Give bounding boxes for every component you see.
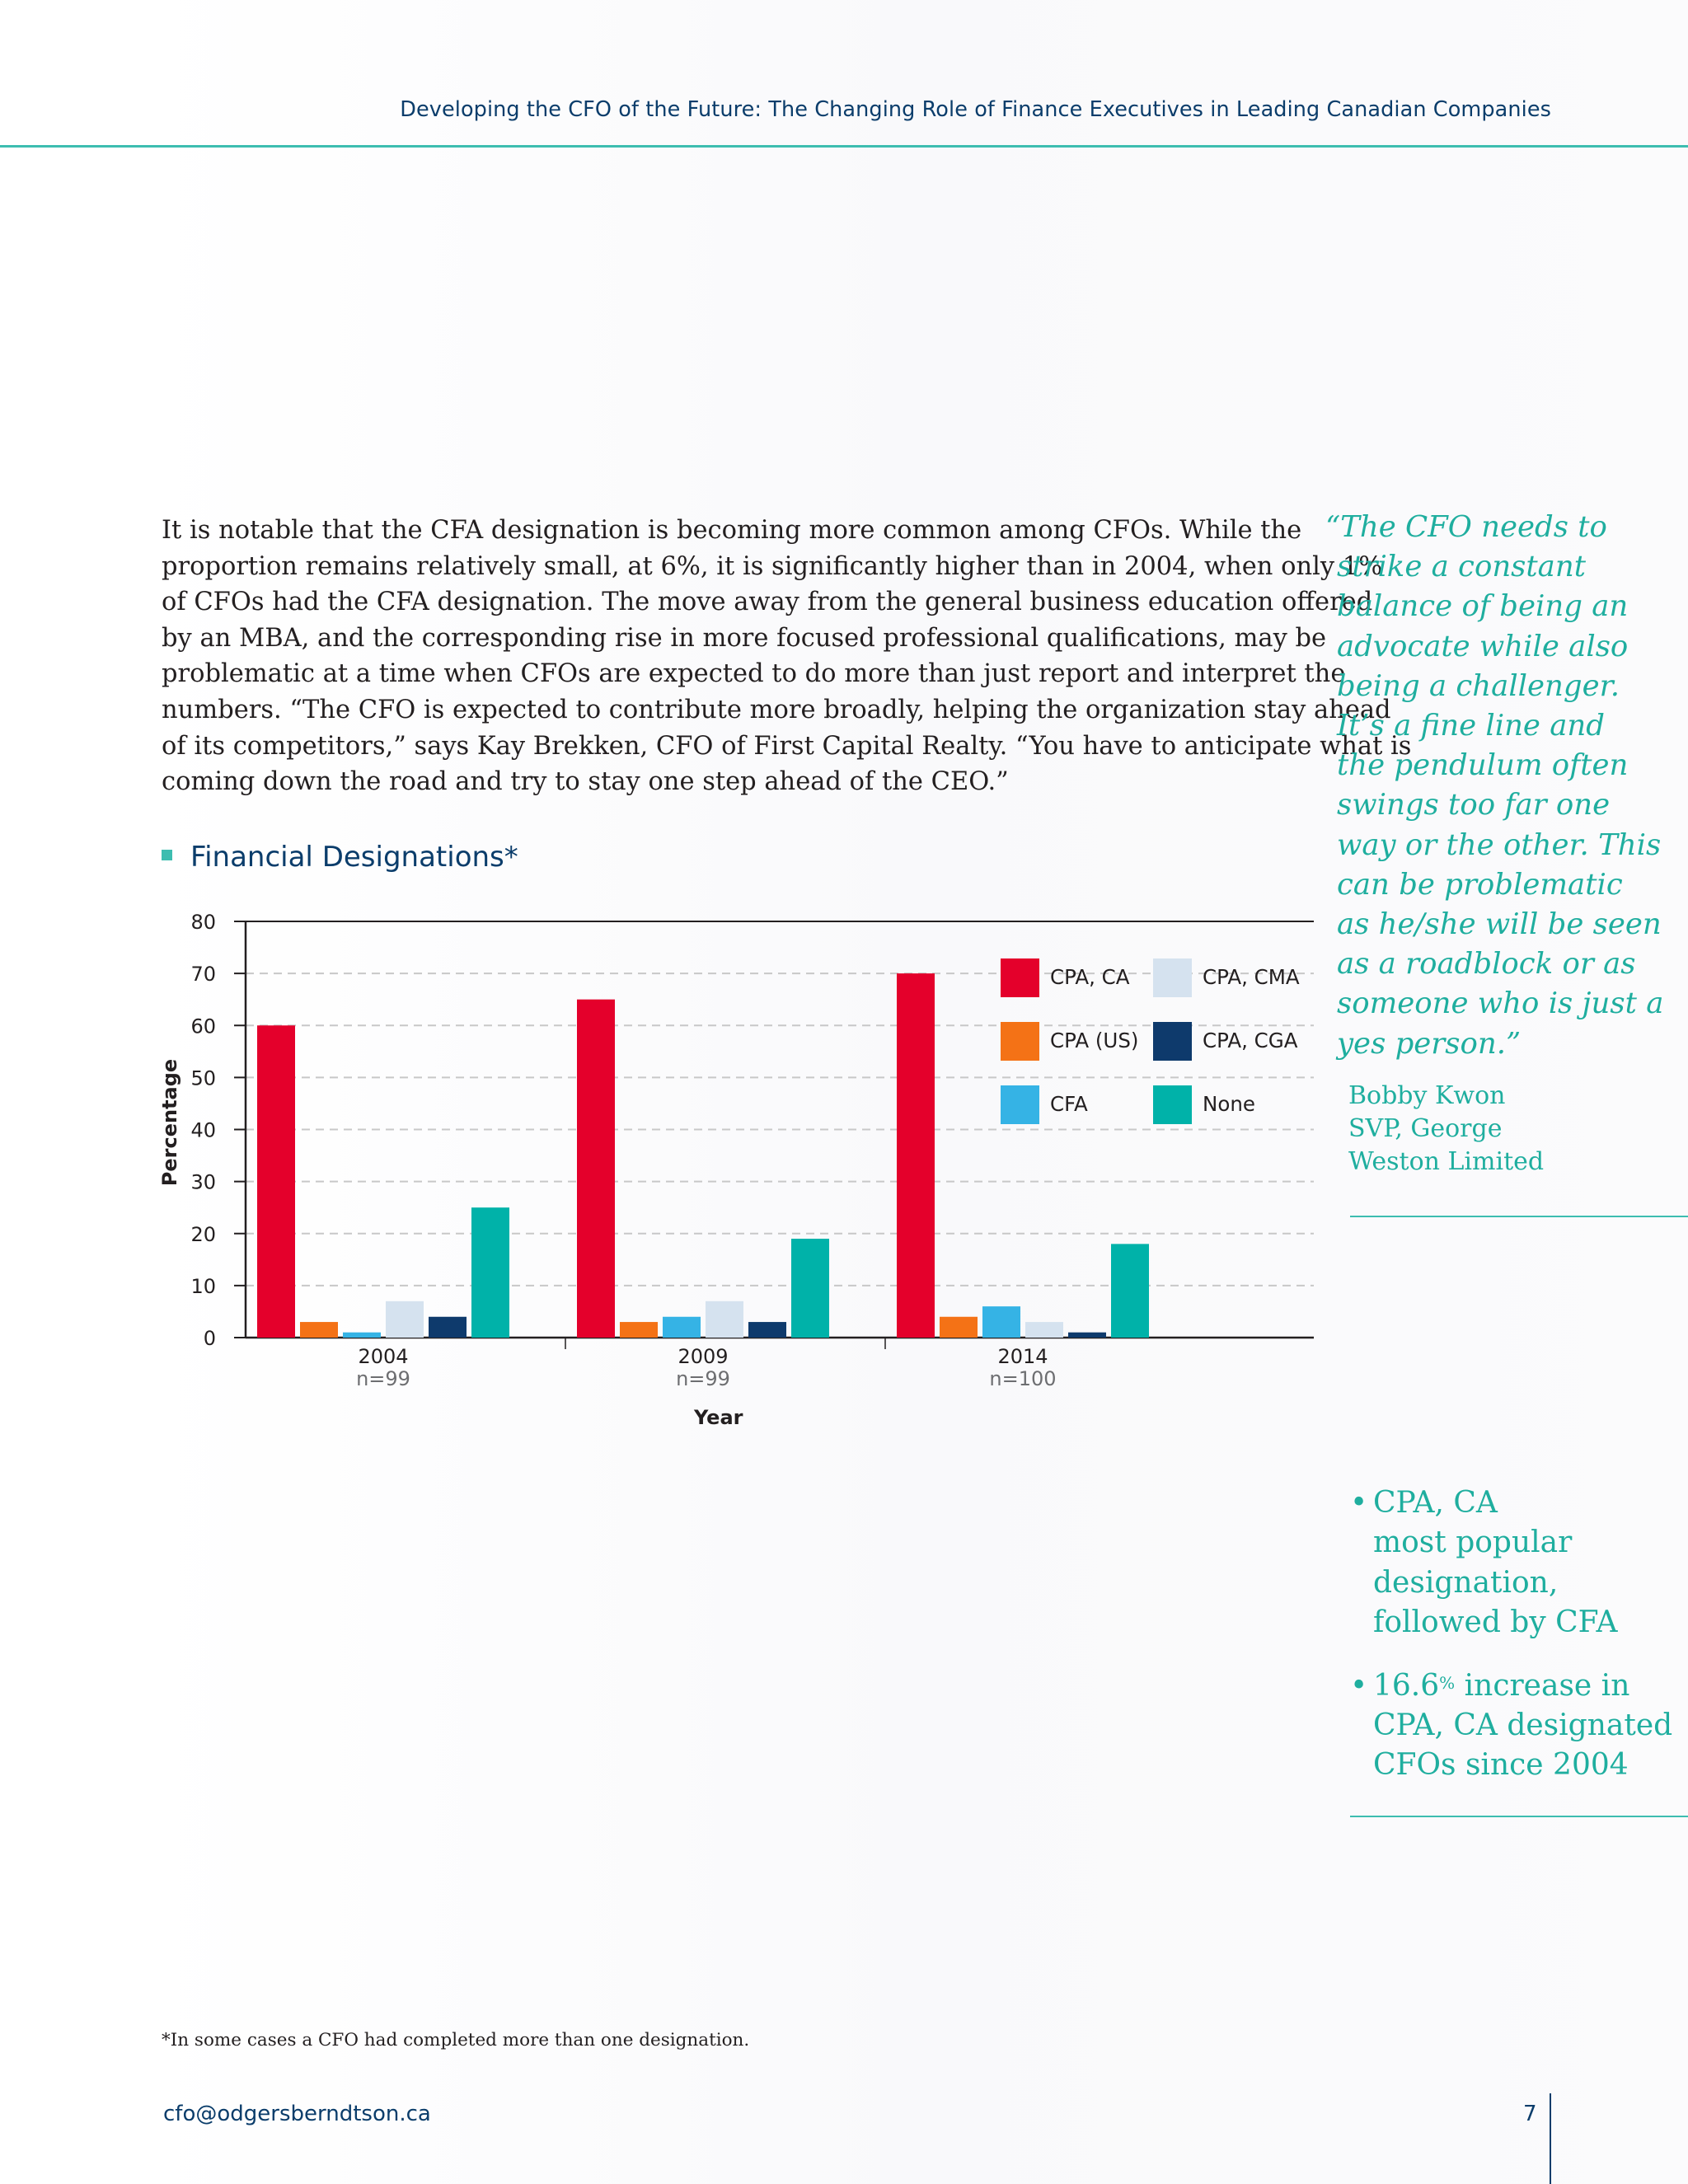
legend-swatch bbox=[1001, 1022, 1039, 1061]
highlight-line: most popular bbox=[1373, 1526, 1573, 1560]
body-line: of its competitors,” says Kay Brekken, CFO of First Capital Realty. “You have to anticipate what is bbox=[162, 731, 1412, 761]
bar-cpa-ca-2014 bbox=[897, 973, 935, 1338]
x-tick-label: 2009 bbox=[678, 1345, 729, 1368]
legend-item bbox=[1001, 958, 1157, 998]
legend-swatch bbox=[1153, 1085, 1192, 1124]
legend-item bbox=[1153, 1022, 1310, 1062]
x-tick-sample-size: n=99 bbox=[356, 1367, 410, 1390]
highlight-stat-unit: % bbox=[1439, 1672, 1456, 1693]
legend-label: CPA, CGA bbox=[1203, 1029, 1298, 1052]
bar-none-2004 bbox=[471, 1207, 509, 1338]
quote-line: yes person.” bbox=[1337, 1026, 1522, 1061]
running-header: Developing the CFO of the Future: The Changing Role of Finance Executives in Leading Canadian Companies bbox=[400, 97, 1551, 122]
legend-label: None bbox=[1203, 1092, 1255, 1116]
legend-swatch bbox=[1153, 1022, 1192, 1061]
bar-none-2014 bbox=[1111, 1244, 1149, 1338]
header-rule bbox=[0, 145, 1688, 148]
legend-item bbox=[1153, 1085, 1310, 1125]
key-highlights bbox=[1350, 1483, 1680, 1809]
y-axis-label: Percentage bbox=[158, 1058, 181, 1187]
y-tick-label: 70 bbox=[190, 963, 216, 987]
body-paragraph bbox=[162, 513, 1412, 800]
bar-cpa-cma-2014 bbox=[1025, 1322, 1063, 1338]
bar-cpa-cga-2009 bbox=[748, 1322, 786, 1338]
body-line: numbers. “The CFO is expected to contribute more broadly, helping the organization stay ahead bbox=[162, 695, 1391, 724]
quote-line: as he/she will be seen bbox=[1337, 907, 1662, 942]
highlight-line bbox=[1373, 1666, 1680, 1706]
body-line: problematic at a time when CFOs are expected to do more than just report and interpret the bbox=[162, 659, 1346, 689]
quote-line: someone who is just a bbox=[1337, 987, 1664, 1021]
chart-title bbox=[162, 841, 518, 874]
highlight-line: CPA, CA bbox=[1373, 1486, 1498, 1520]
body-line: by an MBA, and the corresponding rise in more focused professional qualifications, may be bbox=[162, 623, 1327, 653]
bar-cfa-2009 bbox=[663, 1317, 701, 1338]
quote-line: “The CFO needs to bbox=[1325, 510, 1607, 544]
pull-quote bbox=[1325, 508, 1667, 1064]
highlight-line: designation, bbox=[1373, 1565, 1559, 1600]
legend-item bbox=[1153, 958, 1310, 998]
quote-line: being a challenger. bbox=[1337, 668, 1620, 703]
bar-cpa-us--2014 bbox=[940, 1317, 978, 1338]
highlight-stat: 16.6 bbox=[1373, 1668, 1440, 1703]
legend-label: CPA, CMA bbox=[1203, 965, 1300, 989]
legend-item bbox=[1001, 1085, 1157, 1125]
quote-line: can be problematic bbox=[1337, 867, 1623, 902]
body-line: of CFOs had the CFA designation. The move away from the general business education offered bbox=[162, 588, 1373, 617]
footer-email-link[interactable]: cfo@odgersberndtson.ca bbox=[163, 2102, 431, 2126]
y-tick-label: 10 bbox=[190, 1274, 216, 1298]
highlight-line: followed by CFA bbox=[1373, 1605, 1618, 1640]
chart-title-text: Financial Designations* bbox=[190, 841, 518, 874]
bar-none-2009 bbox=[791, 1239, 829, 1338]
x-tick-label: 2004 bbox=[358, 1345, 409, 1368]
bar-cpa-cga-2014 bbox=[1068, 1333, 1106, 1338]
highlight-text: increase in bbox=[1455, 1668, 1630, 1703]
quote-line: advocate while also bbox=[1337, 629, 1629, 663]
quote-line: swings too far one bbox=[1337, 788, 1611, 823]
y-tick-label: 50 bbox=[190, 1066, 216, 1090]
quote-line: It’s a fine line and bbox=[1337, 709, 1605, 743]
x-tick-label: 2014 bbox=[997, 1345, 1048, 1368]
y-axis-label-wrap bbox=[155, 1058, 185, 1187]
y-tick-label: 40 bbox=[190, 1118, 216, 1142]
body-line: It is notable that the CFA designation is becoming more common among CFOs. While the bbox=[162, 516, 1302, 545]
square-bullet-icon bbox=[162, 850, 172, 860]
legend-swatch bbox=[1153, 958, 1192, 997]
x-tick-sample-size: n=100 bbox=[989, 1367, 1057, 1390]
footer-divider bbox=[1550, 2093, 1551, 2184]
quote-attribution bbox=[1348, 1080, 1645, 1179]
bullet-icon: • bbox=[1350, 1486, 1368, 1520]
x-tick-sample-size: n=99 bbox=[676, 1367, 730, 1390]
bar-cpa-cma-2009 bbox=[706, 1301, 743, 1338]
attribution-line: Weston Limited bbox=[1348, 1147, 1545, 1176]
highlight-item bbox=[1350, 1666, 1680, 1786]
sidebar-divider bbox=[1350, 1816, 1688, 1817]
bullet-icon: • bbox=[1350, 1668, 1368, 1703]
x-axis-label: Year bbox=[694, 1406, 743, 1429]
y-tick-label: 30 bbox=[190, 1170, 216, 1194]
attribution-line: SVP, George bbox=[1348, 1114, 1503, 1143]
body-line: coming down the road and try to stay one step ahead of the CEO.” bbox=[162, 767, 1009, 797]
legend-swatch bbox=[1001, 1085, 1039, 1124]
quote-line: strike a constant bbox=[1337, 550, 1586, 584]
y-tick-label: 20 bbox=[190, 1222, 216, 1246]
legend-swatch bbox=[1001, 958, 1039, 997]
y-tick-label: 80 bbox=[190, 911, 216, 934]
legend-label: CFA bbox=[1050, 1092, 1088, 1116]
quote-line: balance of being an bbox=[1337, 589, 1629, 624]
quote-line: as a roadblock or as bbox=[1337, 947, 1636, 982]
footnote: *In some cases a CFO had completed more than one designation. bbox=[162, 2030, 750, 2050]
quote-line: way or the other. This bbox=[1337, 827, 1662, 862]
legend-label: CPA, CA bbox=[1050, 965, 1130, 989]
bar-cpa-us--2004 bbox=[300, 1322, 338, 1338]
highlight-line: CPA, CA designated bbox=[1373, 1708, 1673, 1743]
y-tick-label: 60 bbox=[190, 1015, 216, 1038]
sidebar-divider bbox=[1350, 1216, 1688, 1217]
bar-cpa-ca-2004 bbox=[257, 1025, 295, 1338]
legend-label: CPA (US) bbox=[1050, 1029, 1139, 1052]
bar-cfa-2004 bbox=[343, 1333, 381, 1338]
bar-cpa-us--2009 bbox=[620, 1322, 658, 1338]
page-number: 7 bbox=[1523, 2102, 1537, 2126]
bar-cpa-ca-2009 bbox=[577, 1000, 615, 1338]
highlight-line: CFOs since 2004 bbox=[1373, 1748, 1629, 1783]
y-tick-label: 0 bbox=[203, 1327, 216, 1350]
bar-cpa-cga-2004 bbox=[429, 1317, 467, 1338]
bar-cpa-cma-2004 bbox=[386, 1301, 424, 1338]
body-line: proportion remains relatively small, at 6%, it is significantly higher than in 2004, when only 1% bbox=[162, 551, 1383, 581]
attribution-line: Bobby Kwon bbox=[1348, 1081, 1506, 1110]
bar-cfa-2014 bbox=[982, 1306, 1020, 1338]
legend-item bbox=[1001, 1022, 1157, 1062]
quote-line: the pendulum often bbox=[1337, 748, 1629, 783]
highlight-item bbox=[1350, 1483, 1680, 1643]
